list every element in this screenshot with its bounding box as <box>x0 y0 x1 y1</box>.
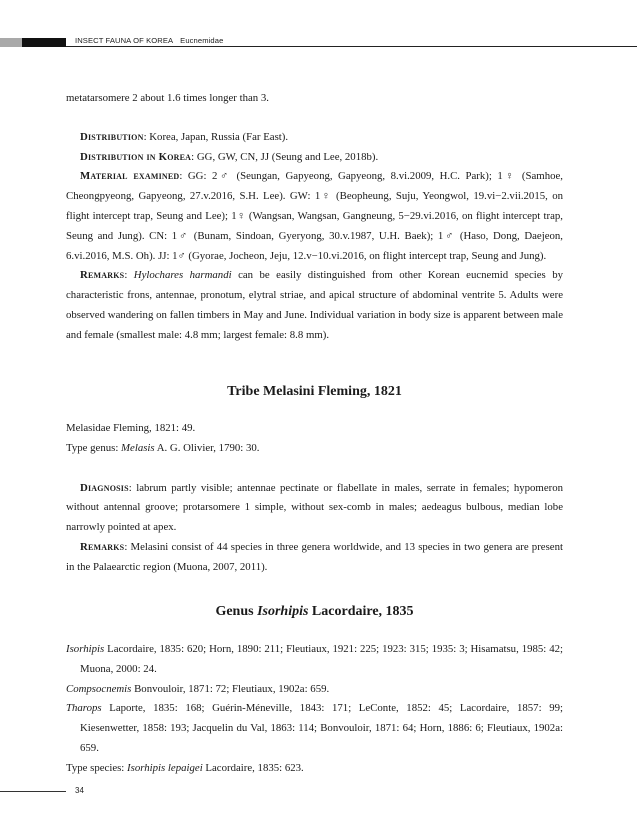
genus-entry-name: Tharops <box>66 702 102 715</box>
genus-entry-text: Laporte, 1835: 168; Guérin-Méneville, 1843: 171; LeConte, 1852: 45; Lacordaire, 1857: 99; Kiesenwetter, 1858: 193; Jacquelin du Val, 1863: 114; Bonvouloir, 1871: 64; Horn, 1886: 6; Fleutiaux, 1902a: 659. <box>80 702 563 754</box>
genus-heading-suffix: Lacordaire, 1835 <box>308 604 414 619</box>
material-examined-text: : GG: 2♂ (Seungan, Gapyeong, Gapyeong, 8.vi.2009, H.C. Park); 1♀ (Samhoe, Cheongpyeong, Gapyeong, 27.v.2016, S.H. Lee). GW: 1♀ (Beopheung, Suju, Yeongwol, 19.vi−2.vii.2015, on flight intercept trap, Seung and Lee); 1♀ (Wangsan, Wangsan, Gangneung, 5−29.vi.2016, on flight intercept trap, Seung and Jung). CN: 1♂ (Bunam, Sindoan, Gyeryong, 30.v.1987, U.H. Baek); 1♂ (Haso, Dong, Daejeon, 6.vi.2016, M.S. Oh). JJ: 1♂ (Gyorae, Jocheon, Jeju, 12.v−10.vi.2016, on flight intercept trap, Seung and Jung). <box>66 170 563 262</box>
type-genus-suffix: A. G. Olivier, 1790: 30. <box>154 441 260 454</box>
genus-entry-name: Isorhipis <box>66 643 105 655</box>
type-species-name: Isorhipis lepaigei <box>127 761 203 774</box>
header-rule <box>66 46 637 47</box>
header-section: Eucnemidae <box>180 36 224 45</box>
genus-block <box>66 640 563 779</box>
distribution-korea-paragraph <box>66 148 563 168</box>
remarks-species-name: Hylochares harmandi <box>133 269 232 282</box>
type-species-prefix: Type species: <box>66 761 128 774</box>
distribution-text: : Korea, Japan, Russia (Far East). <box>143 130 289 143</box>
remarks-text: can be easily distinguished from other Korean eucnemid species by characteristic frons, antennae, pronotum, elytral striae, and apical structure of abdominal ventrite 5. Adults were observed wandering on fallen timbers in May and June. Individual variation in body size is apparent between male and female (smallest male: 4.8 mm; largest female: 8.8 mm). <box>66 269 564 341</box>
genus-entry <box>66 640 563 680</box>
running-header <box>75 36 223 45</box>
intro-line: metatarsomere 2 about 1.6 times longer than 3. <box>66 92 269 104</box>
tribe-remarks-label: Remarks <box>80 540 125 553</box>
type-genus-line <box>66 439 563 459</box>
type-species-suffix: Lacordaire, 1835: 623. <box>202 761 304 774</box>
material-examined-paragraph <box>66 167 563 266</box>
header-bar-black <box>22 38 66 47</box>
header-bar-gray <box>0 38 22 47</box>
distribution-korea-label: Distribution in Korea <box>80 150 192 163</box>
distribution-korea-text: : GG, GW, CN, JJ (Seung and Lee, 2018b). <box>191 150 379 163</box>
tribe-synonym: Melasidae Fleming, 1821: 49. <box>66 422 196 434</box>
species-records-block <box>66 89 563 346</box>
type-species-line <box>66 759 563 779</box>
distribution-paragraph <box>66 128 563 148</box>
tribe-remarks-paragraph <box>66 538 563 578</box>
tribe-remarks-text: : Melasini consist of 44 species in three genera worldwide, and 13 species in two genera are present in the Palaearctic region (Muona, 2007, 2011). <box>66 540 563 573</box>
header-series: INSECT FAUNA OF KOREA <box>75 36 174 45</box>
genus-entry-text: Bonvouloir, 1871: 72; Fleutiaux, 1902a: 659. <box>131 682 330 695</box>
diagnosis-text: : labrum partly visible; antennae pectinate or flabellate in males, serrate in females; hypomeron without antennal groove; protarsomere 1 simple, without sex-comb in males; aedeagus bulbous, median lobe narrowly pointed at apex. <box>66 481 563 534</box>
genus-entry <box>66 680 563 700</box>
tribe-block <box>66 419 563 578</box>
remarks-separator: : <box>124 269 134 282</box>
genus-entry-text: Lacordaire, 1835: 620; Horn, 1890: 211; Fleutiaux, 1921: 225; 1923: 315; 1935: 3; Hisamatsu, 1985: 42; Muona, 2000: 24. <box>80 643 563 675</box>
genus-heading-name: Isorhipis <box>257 604 309 619</box>
genus-entry-name: Compsocnemis <box>66 682 132 695</box>
remarks-label: Remarks <box>80 269 125 282</box>
genus-entry <box>66 699 563 758</box>
diagnosis-paragraph <box>66 479 563 538</box>
type-genus-prefix: Type genus: <box>66 441 122 454</box>
tribe-heading: Tribe Melasini Fleming, 1821 <box>227 384 402 399</box>
genus-heading-prefix: Genus <box>215 604 258 619</box>
footer-rule <box>0 791 66 792</box>
material-examined-label: Material examined <box>80 170 180 183</box>
diagnosis-label: Diagnosis <box>80 481 129 494</box>
distribution-label: Distribution <box>80 130 144 143</box>
type-genus-name: Melasis <box>121 441 155 454</box>
page-number: 34 <box>75 786 84 795</box>
remarks-paragraph <box>66 266 563 345</box>
genus-heading <box>66 604 563 620</box>
